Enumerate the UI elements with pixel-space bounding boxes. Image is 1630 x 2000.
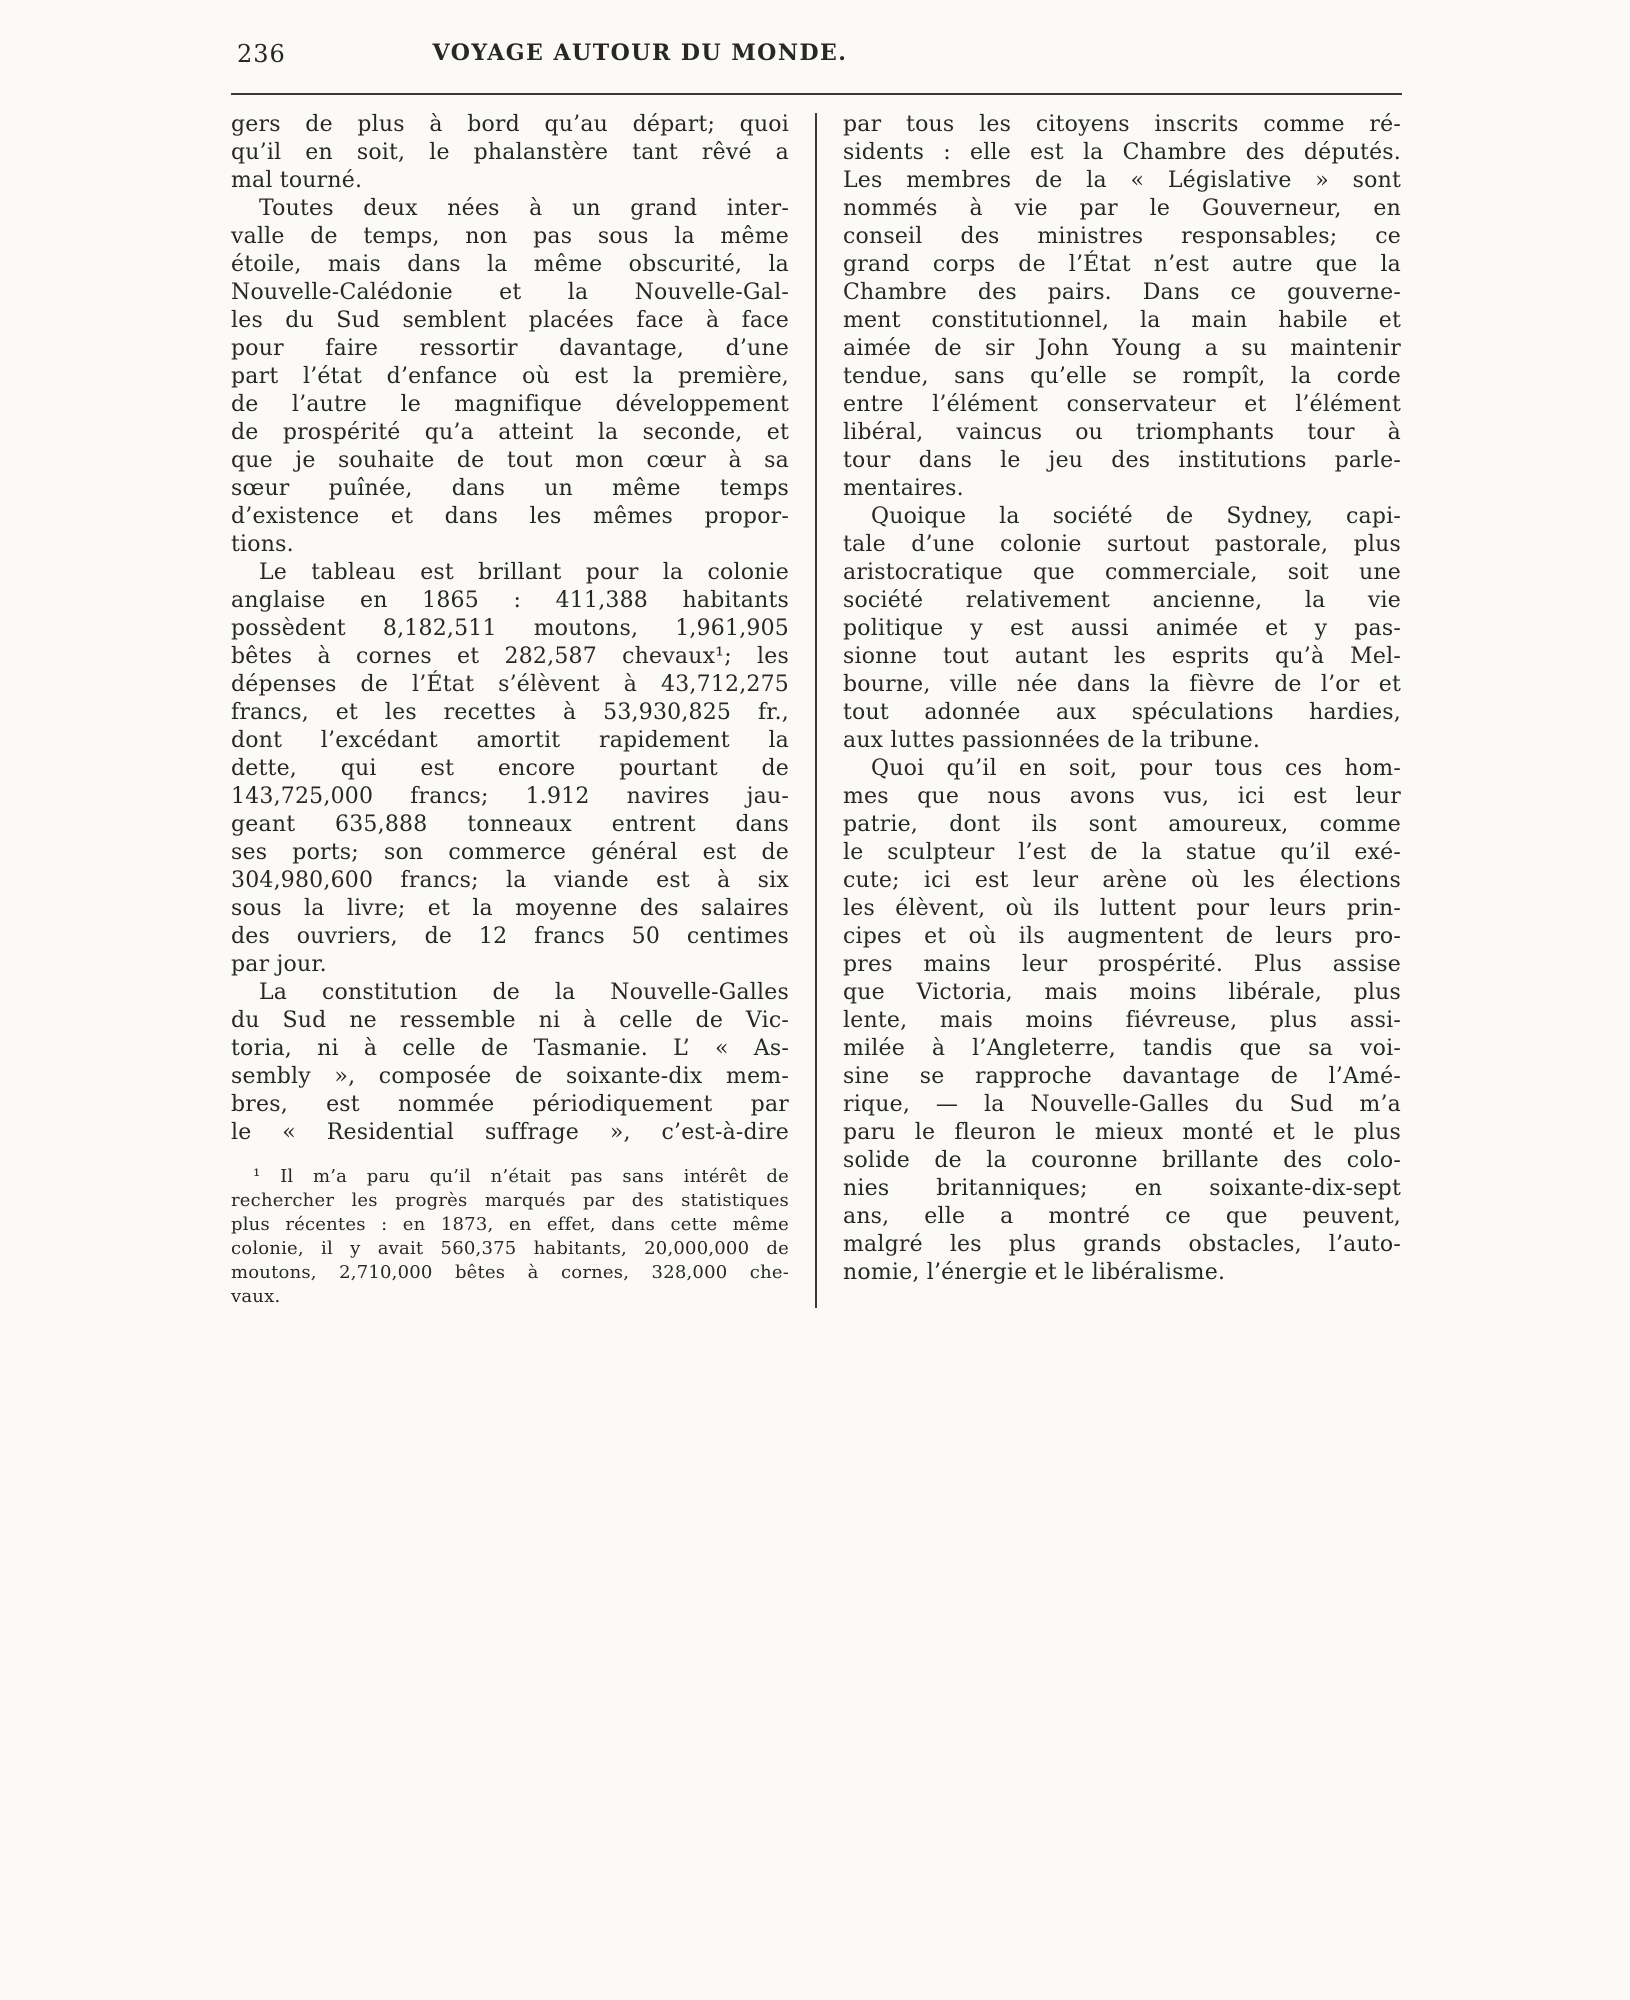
text-line: nomie, l’énergie et le libéralisme. [843,1260,1226,1285]
text-line: sine se rapproche davantage de l’Amé- [843,1064,1401,1089]
text-line: ment constitutionnel, la main habile et [843,308,1401,333]
text-line: paru le fleuron le mieux monté et le plus [843,1120,1401,1145]
text-line: dont l’excédant amortit rapidement la [231,728,789,753]
text-line: cipes et où ils augmentent de leurs pro- [843,924,1401,949]
text-line: le « Residential suffrage », c’est-à-dire [231,1120,789,1145]
text-line: sionne tout autant les esprits qu’à Mel- [843,644,1401,669]
text-line: du Sud ne ressemble ni à celle de Vic- [231,1008,789,1033]
text-line: geant 635,888 tonneaux entrent dans [231,812,789,837]
header-rule [231,93,1402,95]
text-line: valle de temps, non pas sous la même [231,224,789,249]
text-line: sidents : elle est la Chambre des députés. [843,140,1401,165]
text-line: tour dans le jeu des institutions parle- [843,448,1401,473]
text-line: aux luttes passionnées de la tribune. [843,728,1261,753]
text-line: patrie, dont ils sont amoureux, comme [843,812,1401,837]
text-line: gers de plus à bord qu’au départ; quoi [231,112,789,137]
text-line: rechercher les progrès marqués par des statistiques [231,1190,789,1211]
text-line: sœur puînée, dans un même temps [231,476,789,501]
text-line: Le tableau est brillant pour la colonie [259,560,789,585]
text-line: étoile, mais dans la même obscurité, la [231,252,789,277]
text-line: tout adonnée aux spéculations hardies, [843,700,1401,725]
text-line: lente, mais moins fiévreuse, plus assi- [843,1008,1401,1033]
text-line: rique, — la Nouvelle-Galles du Sud m’a [843,1092,1401,1117]
text-line: que Victoria, mais moins libérale, plus [843,980,1401,1005]
text-line: pour faire ressortir davantage, d’une [231,336,789,361]
text-line: libéral, vaincus ou triomphants tour à [843,420,1401,445]
text-line: francs, et les recettes à 53,930,825 fr., [231,700,789,725]
paragraph [843,755,1401,1287]
text-line: Les membres de la « Législative » sont [843,168,1401,193]
text-line: bêtes à cornes et 282,587 chevaux¹; les [231,644,789,669]
text-line: des ouvriers, de 12 francs 50 centimes [231,924,789,949]
text-line: tale d’une colonie surtout pastorale, plus [843,532,1401,557]
text-line: bourne, ville née dans la fièvre de l’or et [843,672,1401,697]
text-line: politique y est aussi animée et y pas- [843,616,1401,641]
text-line: tions. [231,532,294,557]
text-line: ¹ Il m’a paru qu’il n’était pas sans intérêt de [253,1166,789,1187]
text-line: vaux. [231,1286,281,1307]
text-line: La constitution de la Nouvelle-Galles [259,980,789,1005]
text-line: Quoique la société de Sydney, capi- [871,504,1401,529]
text-line: cute; ici est leur arène où les élections [843,868,1401,893]
text-line: société relativement ancienne, la vie [843,588,1401,613]
right-column-text [843,111,1401,1287]
text-line: Quoi qu’il en soit, pour tous ces hom- [871,756,1401,781]
text-line: le sculpteur l’est de la statue qu’il exé- [843,840,1401,865]
text-line: Toutes deux nées à un grand inter- [259,196,789,221]
text-line: 143,725,000 francs; 1.912 navires jau- [231,784,789,809]
text-line: de prospérité qu’a atteint la seconde, et [231,420,789,445]
text-line: dépenses de l’État s’élèvent à 43,712,275 [231,672,789,697]
text-line: qu’il en soit, le phalanstère tant rêvé a [231,140,789,165]
left-column [231,111,789,1309]
text-line: mentaires. [843,476,964,501]
text-columns [231,111,1402,1309]
page-number: 236 [237,40,286,68]
text-line: aristocratique que commerciale, soit une [843,560,1401,585]
text-line: solide de la couronne brillante des colo- [843,1148,1401,1173]
text-line: pres mains leur prospérité. Plus assise [843,952,1401,977]
text-line: tendue, sans qu’elle se rompît, la corde [843,364,1401,389]
text-line: que je souhaite de tout mon cœur à sa [231,448,789,473]
text-line: par tous les citoyens inscrits comme ré- [843,112,1401,137]
text-line: part l’état d’enfance où est la première, [231,364,789,389]
text-line: ses ports; son commerce général est de [231,840,789,865]
right-column [843,111,1401,1287]
text-line: sous la livre; et la moyenne des salaires [231,896,789,921]
text-line: 304,980,600 francs; la viande est à six [231,868,789,893]
paragraph [231,195,789,559]
paragraph [231,979,789,1147]
text-line: colonie, il y avait 560,375 habitants, 20,000,000 de [231,1238,789,1259]
text-line: Nouvelle-Calédonie et la Nouvelle-Gal- [231,280,789,305]
text-line: sembly », composée de soixante-dix mem- [231,1064,789,1089]
text-line: possèdent 8,182,511 moutons, 1,961,905 [231,616,789,641]
text-line: par jour. [231,952,327,977]
text-line: bres, est nommée périodiquement par [231,1092,789,1117]
paragraph [231,1165,789,1309]
text-line: milée à l’Angleterre, tandis que sa voi- [843,1036,1401,1061]
text-line: entre l’élément conservateur et l’élément [843,392,1401,417]
text-line: nommés à vie par le Gouverneur, en [843,196,1401,221]
text-line: toria, ni à celle de Tasmanie. L’ « As- [231,1036,789,1061]
text-line: plus récentes : en 1873, en effet, dans cette même [231,1214,789,1235]
paragraph [231,559,789,979]
text-line: d’existence et dans les mêmes propor- [231,504,789,529]
text-line: les du Sud semblent placées face à face [231,308,789,333]
text-line: moutons, 2,710,000 bêtes à cornes, 328,000 che- [231,1262,789,1283]
text-line: mes que nous avons vus, ici est leur [843,784,1401,809]
running-title: VOYAGE AUTOUR DU MONDE. [432,40,848,66]
text-line: nies britanniques; en soixante-dix-sept [843,1176,1401,1201]
column-divider [815,113,817,1308]
text-line: les élèvent, où ils luttent pour leurs prin- [843,896,1401,921]
text-line: anglaise en 1865 : 411,388 habitants [231,588,789,613]
text-line: de l’autre le magnifique développement [231,392,789,417]
text-line: aimée de sir John Young a su maintenir [843,336,1401,361]
text-line: dette, qui est encore pourtant de [231,756,789,781]
text-line: grand corps de l’État n’est autre que la [843,252,1401,277]
text-line: ans, elle a montré ce que peuvent, [843,1204,1401,1229]
text-line: Chambre des pairs. Dans ce gouverne- [843,280,1401,305]
footnote [231,1165,789,1309]
paragraph [843,503,1401,755]
text-line: conseil des ministres responsables; ce [843,224,1401,249]
paragraph [231,111,789,195]
paragraph [843,111,1401,503]
left-column-text [231,111,789,1147]
text-line: mal tourné. [231,168,363,193]
text-line: malgré les plus grands obstacles, l’auto- [843,1232,1401,1257]
